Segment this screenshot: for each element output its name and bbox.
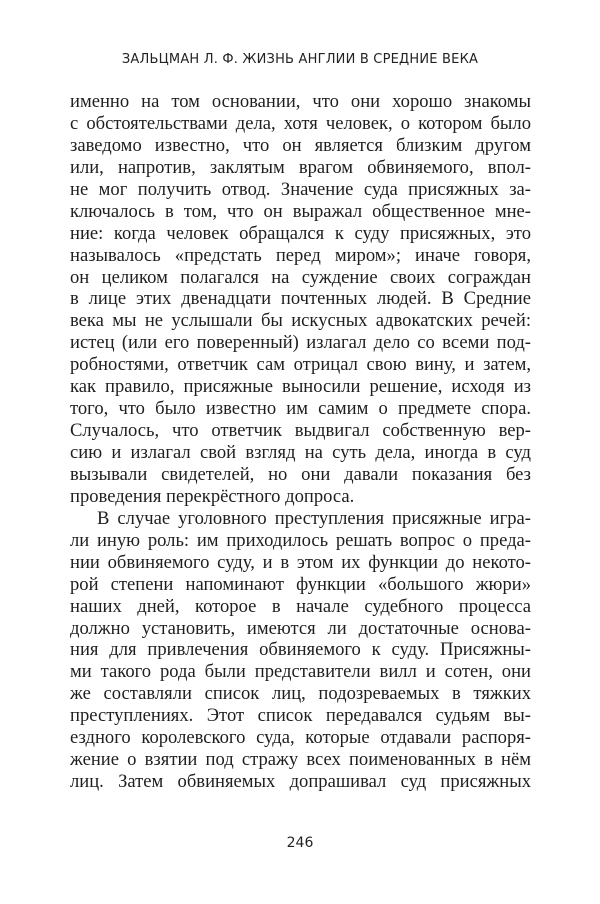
text-line: с обстоятельствами дела, хотя человек, о котором было [70, 112, 531, 134]
text-line: лиц. Затем обвиняемых допрашивал суд присяжных [70, 771, 531, 793]
text-line: именно на том основании, что они хорошо знакомы [70, 91, 531, 112]
text-line: в лице этих двенадцати почтенных людей. В Средние [70, 288, 531, 310]
paragraph [70, 91, 531, 508]
text-line: В случае уголовного преступления присяжные игра- [97, 507, 531, 529]
text-line: ездного королевского суда, которые отдавали распоря- [70, 727, 531, 749]
text-line: нии обвиняемого суду, и в этом их функции до некото- [70, 551, 531, 573]
page-body [70, 91, 531, 793]
text-line: истец (или его поверенный) излагал дело со всеми под- [70, 332, 531, 354]
text-line: Случалось, что ответчик выдвигал собственную вер- [70, 420, 531, 442]
text-line: называлось «предстать перед миром»; иначе говоря, [70, 244, 531, 266]
text-line: ние: когда человек обращался к суду присяжных, это [70, 222, 531, 244]
running-header: ЗАЛЬЦМАН Л. Ф. ЖИЗНЬ АНГЛИИ В СРЕДНИЕ ВЕКА [121, 52, 479, 67]
text-line: сию и излагал свой взгляд на суть дела, иногда в суд [70, 442, 531, 463]
text-line: же составляли список лиц, подозреваемых в тяжких [70, 683, 531, 705]
text-line: не мог получить отвод. Значение суда присяжных за- [70, 178, 531, 200]
text-line: или, напротив, заклятым врагом обвиняемого, впол- [70, 156, 531, 178]
text-line: ли иную роль: им приходилось решать вопрос о преда- [70, 529, 531, 551]
text-line: жение о взятии под стражу всех поименованных в нём [70, 749, 531, 771]
text-line: преступлениях. Этот список передавался судьям вы- [70, 705, 531, 727]
text-line: должно установить, имеются ли достаточные основа- [70, 617, 531, 639]
text-line: как правило, присяжные выносили решение, исходя из [70, 376, 531, 398]
text-line: ния для привлечения обвиняемого к суду. Присяжны- [70, 639, 531, 661]
text-line: века мы не услышали бы искусных адвокатских речей: [70, 310, 531, 332]
text-line: наших дней, которое в начале судебного процесса [70, 595, 531, 617]
text-line: заведомо известно, что он является близким другом [70, 134, 531, 156]
text-line: проведения перекрёстного допроса. [70, 485, 355, 507]
text-line: рой степени напоминают функции «большого жюри» [70, 573, 531, 595]
page-number: 246 [286, 835, 314, 851]
paragraph [70, 508, 531, 793]
text-line: ключалось в том, что он выражал общественное мне- [70, 200, 531, 222]
text-line: того, что было известно им самим о предмете спора. [70, 398, 531, 420]
text-line: он целиком полагался на суждение своих сограждан [70, 266, 531, 288]
text-line: робностями, ответчик сам отрицал свою вину, и затем, [70, 354, 531, 376]
text-line: вызывали свидетелей, но они давали показания без [70, 463, 531, 485]
text-line: ми такого рода были представители вилл и сотен, они [70, 661, 531, 683]
